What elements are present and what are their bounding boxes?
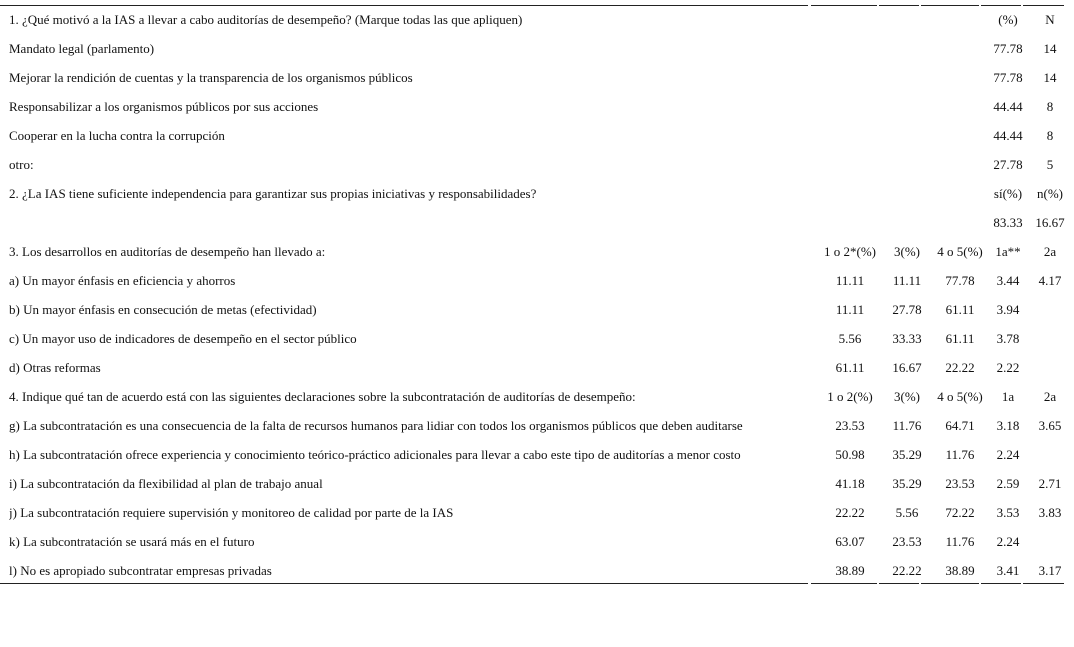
cell-col-4: 83.33 (993, 215, 1023, 230)
cell-col-1: 11.11 (835, 273, 865, 288)
cell-col-3 (929, 34, 991, 63)
row-label: h) La subcontratación ofrece experiencia y conocimiento teórico-práctico adicionales para llevar a cabo este tipo de auditorías a menor costo (9, 447, 741, 462)
cell-col-3 (929, 179, 991, 208)
cell-col-5 (1029, 353, 1071, 382)
bottom-rule-segment (0, 583, 808, 584)
cell-col-4: 1a** (995, 244, 1021, 259)
cell-col-5: 14 (1043, 70, 1057, 85)
cell-col-1: 63.07 (835, 534, 865, 549)
cell-col-5: 3.17 (1038, 563, 1062, 578)
cell-col-3 (929, 121, 991, 150)
cell-col-2: 27.78 (892, 302, 922, 317)
cell-col-3: 4 o 5(%) (937, 244, 983, 259)
bottom-rule-segment (921, 583, 979, 584)
cell-col-5 (1029, 527, 1071, 556)
cell-col-2: 5.56 (895, 505, 919, 520)
cell-col-4: 2.22 (996, 360, 1020, 375)
table-row (5, 382, 1069, 411)
cell-col-2: 22.22 (892, 563, 922, 578)
cell-col-5: n(%) (1037, 186, 1063, 201)
survey-results-table (5, 5, 1069, 585)
cell-col-1 (815, 5, 885, 34)
cell-col-5: N (1045, 12, 1055, 27)
row-label: c) Un mayor uso de indicadores de desempeño en el sector público (9, 331, 357, 346)
cell-col-3: 61.11 (945, 331, 975, 346)
cell-col-1: 61.11 (835, 360, 865, 375)
cell-col-3: 77.78 (945, 273, 975, 288)
cell-col-2: 3(%) (894, 244, 920, 259)
cell-col-5 (1029, 295, 1071, 324)
cell-col-4: 3.18 (996, 418, 1020, 433)
row-label: 4. Indique qué tan de acuerdo está con las siguientes declaraciones sobre la subcontratación de auditorías de desempeño: (9, 389, 636, 404)
cell-col-2: 11.76 (892, 418, 922, 433)
row-label: Responsabilizar a los organismos públicos por sus acciones (9, 99, 319, 114)
cell-col-4: 2.24 (996, 447, 1020, 462)
cell-col-5: 16.67 (1035, 215, 1065, 230)
cell-col-2 (885, 150, 929, 179)
table-row (5, 469, 1069, 498)
table-row (5, 179, 1069, 208)
row-label (9, 208, 815, 237)
cell-col-5: 2a (1043, 244, 1057, 259)
table-row (5, 63, 1069, 92)
cell-col-4: 27.78 (993, 157, 1023, 172)
cell-col-2 (885, 92, 929, 121)
cell-col-1 (815, 92, 885, 121)
cell-col-4: 77.78 (993, 41, 1023, 56)
cell-col-5: 2a (1043, 389, 1057, 404)
cell-col-1: 50.98 (835, 447, 865, 462)
cell-col-5: 14 (1043, 41, 1057, 56)
row-label: Mejorar la rendición de cuentas y la transparencia de los organismos públicos (9, 70, 413, 85)
cell-col-3 (929, 5, 991, 34)
cell-col-2: 35.29 (892, 447, 922, 462)
cell-col-3: 38.89 (945, 563, 975, 578)
cell-col-4: 3.44 (996, 273, 1020, 288)
cell-col-4: 3.94 (996, 302, 1020, 317)
table-row (5, 121, 1069, 150)
row-label: j) La subcontratación requiere supervisión y monitoreo de calidad por parte de la IAS (9, 505, 454, 520)
cell-col-3: 11.76 (945, 534, 975, 549)
cell-col-4: sí(%) (993, 186, 1023, 201)
cell-col-1 (815, 150, 885, 179)
row-label: l) No es apropiado subcontratar empresas privadas (9, 563, 272, 578)
cell-col-3: 22.22 (945, 360, 975, 375)
cell-col-1: 23.53 (835, 418, 865, 433)
table-row (5, 353, 1069, 382)
cell-col-1 (815, 179, 885, 208)
cell-col-4: 2.59 (996, 476, 1020, 491)
bottom-rule-segment (1023, 583, 1064, 584)
cell-col-5: 4.17 (1038, 273, 1062, 288)
bottom-rule-segment (981, 583, 1021, 584)
cell-col-5: 5 (1046, 157, 1054, 172)
row-label: otro: (9, 157, 34, 172)
cell-col-4: 44.44 (993, 99, 1023, 114)
cell-col-1 (815, 121, 885, 150)
cell-col-3: 11.76 (945, 447, 975, 462)
row-label: 1. ¿Qué motivó a la IAS a llevar a cabo auditorías de desempeño? (Marque todas las que apliquen) (9, 12, 523, 27)
row-label: 2. ¿La IAS tiene suficiente independencia para garantizar sus propias iniciativas y responsabilidades? (9, 186, 537, 201)
cell-col-2: 23.53 (892, 534, 922, 549)
row-label: Cooperar en la lucha contra la corrupción (9, 128, 225, 143)
bottom-rule-segment (879, 583, 919, 584)
table-row (5, 150, 1069, 179)
cell-col-1: 38.89 (835, 563, 865, 578)
cell-col-4: 3.53 (996, 505, 1020, 520)
cell-col-5: 3.83 (1038, 505, 1062, 520)
cell-col-3 (929, 208, 991, 237)
cell-col-5: 8 (1046, 99, 1054, 114)
cell-col-3: 72.22 (945, 505, 975, 520)
cell-col-3 (929, 150, 991, 179)
row-label: 3. Los desarrollos en auditorías de desempeño han llevado a: (9, 244, 326, 259)
table-row (5, 556, 1069, 585)
row-label: b) Un mayor énfasis en consecución de metas (efectividad) (9, 302, 317, 317)
table-row (5, 5, 1069, 34)
cell-col-3: 64.71 (945, 418, 975, 433)
bottom-rule-segment (811, 583, 877, 584)
cell-col-4: 3.41 (996, 563, 1020, 578)
row-label: k) La subcontratación se usará más en el futuro (9, 534, 255, 549)
cell-col-1: 5.56 (838, 331, 862, 346)
table-row (5, 92, 1069, 121)
row-label: d) Otras reformas (9, 360, 101, 375)
cell-col-3 (929, 92, 991, 121)
cell-col-5: 8 (1046, 128, 1054, 143)
cell-col-1 (815, 63, 885, 92)
cell-col-2: 35.29 (892, 476, 922, 491)
cell-col-2 (885, 5, 929, 34)
cell-col-2 (885, 179, 929, 208)
cell-col-1: 1 o 2*(%) (824, 244, 876, 259)
table-row (5, 208, 1069, 237)
cell-col-1: 1 o 2(%) (827, 389, 873, 404)
cell-col-4: 77.78 (993, 70, 1023, 85)
cell-col-4: 2.24 (996, 534, 1020, 549)
cell-col-3: 61.11 (945, 302, 975, 317)
table-row (5, 266, 1069, 295)
table-row (5, 440, 1069, 469)
table-row (5, 34, 1069, 63)
cell-col-1: 41.18 (835, 476, 865, 491)
cell-col-2: 16.67 (892, 360, 922, 375)
table-row (5, 527, 1069, 556)
row-label: a) Un mayor énfasis en eficiencia y ahorros (9, 273, 236, 288)
cell-col-3: 23.53 (945, 476, 975, 491)
cell-col-1: 22.22 (835, 505, 865, 520)
row-label: g) La subcontratación es una consecuencia de la falta de recursos humanos para lidiar con todos los organismos públicos que deben auditarse (9, 418, 743, 433)
cell-col-3: 4 o 5(%) (937, 389, 983, 404)
cell-col-2: 33.33 (892, 331, 922, 346)
cell-col-4: (%) (998, 12, 1018, 27)
cell-col-2: 3(%) (894, 389, 920, 404)
table-row (5, 237, 1069, 266)
cell-col-5 (1029, 324, 1071, 353)
cell-col-1 (815, 34, 885, 63)
cell-col-2 (885, 34, 929, 63)
cell-col-4: 44.44 (993, 128, 1023, 143)
cell-col-3 (929, 63, 991, 92)
table-row (5, 324, 1069, 353)
row-label: i) La subcontratación da flexibilidad al plan de trabajo anual (9, 476, 323, 491)
table-row (5, 498, 1069, 527)
cell-col-5: 2.71 (1038, 476, 1062, 491)
cell-col-4: 1a (1001, 389, 1015, 404)
table-row (5, 411, 1069, 440)
cell-col-1: 11.11 (835, 302, 865, 317)
cell-col-2 (885, 63, 929, 92)
cell-col-4: 3.78 (996, 331, 1020, 346)
table-row (5, 295, 1069, 324)
cell-col-2: 11.11 (892, 273, 922, 288)
cell-col-5 (1029, 440, 1071, 469)
cell-col-2 (885, 208, 929, 237)
cell-col-5: 3.65 (1038, 418, 1062, 433)
row-label: Mandato legal (parlamento) (9, 41, 155, 56)
cell-col-1 (815, 208, 885, 237)
cell-col-2 (885, 121, 929, 150)
